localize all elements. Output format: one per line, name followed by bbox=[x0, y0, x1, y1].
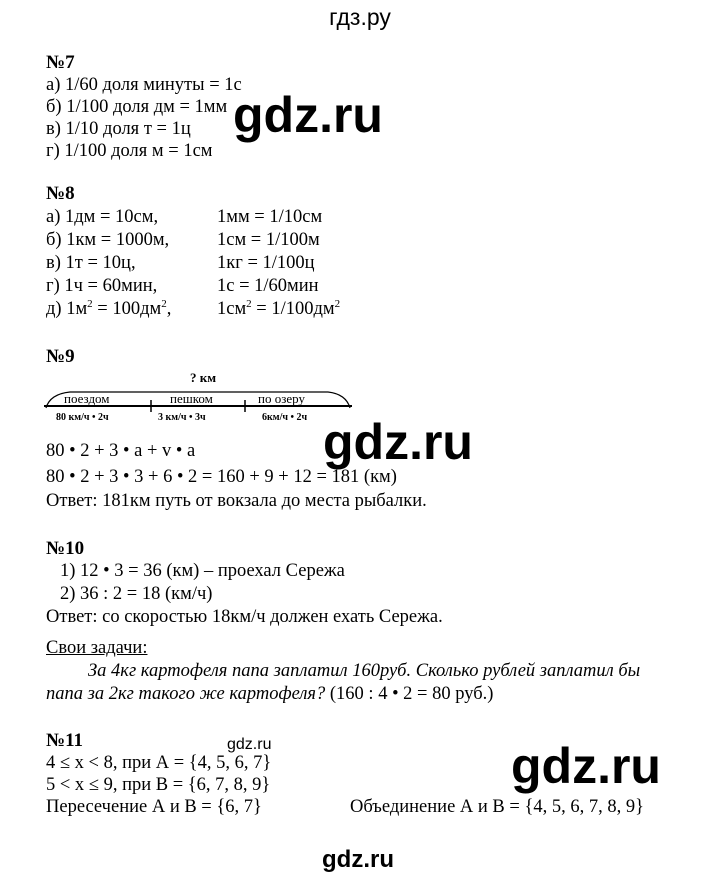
segment-label: поездом bbox=[64, 391, 110, 406]
task-7-line: г) 1/100 доля м = 1см bbox=[46, 141, 213, 161]
task-8-left: г) 1ч = 60мин, bbox=[46, 276, 158, 296]
task-8-left: в) 1т = 10ц, bbox=[46, 253, 136, 273]
segment-formula: 3 км/ч • 3ч bbox=[158, 412, 206, 423]
task-11-line: 5 < x ≤ 9, при В = {6, 7, 8, 9} bbox=[46, 775, 271, 795]
watermark: gdz.ru bbox=[233, 87, 383, 143]
task-8-left: а) 1дм = 10см, bbox=[46, 207, 159, 227]
own-tasks-title: Свои задачи: bbox=[46, 638, 148, 658]
task-11-intersection: Пересечение А и В = {6, 7} bbox=[46, 797, 262, 817]
task-7-line: б) 1/100 доля дм = 1мм bbox=[46, 97, 228, 117]
segment-label: пешком bbox=[170, 391, 213, 406]
task-10-answer: Ответ: со скоростью 18км/ч должен ехать Сережа. bbox=[46, 607, 443, 627]
task-11-line: 4 ≤ x < 8, при А = {4, 5, 6, 7} bbox=[46, 753, 272, 773]
task-8-left: б) 1км = 1000м, bbox=[46, 230, 170, 250]
own-task-text: За 4кг картофеля папа заплатил 160руб. Сколько рублей заплатил бы bbox=[88, 661, 641, 681]
task-8-right: 1кг = 1/100ц bbox=[217, 253, 315, 273]
task-7-line: в) 1/10 доля т = 1ц bbox=[46, 119, 191, 139]
task-8-right-d: $1см^2 = 1/100дм^2$ bbox=[217, 297, 341, 319]
diagram-total: ? км bbox=[190, 370, 217, 385]
task-8-left-d: д) $1м^2 = 100дм^2$, bbox=[46, 297, 172, 319]
task-7-title: №7 bbox=[46, 52, 75, 73]
task-10-step: 2) 36 : 2 = 18 (км/ч) bbox=[60, 584, 213, 604]
watermark-small: gdz.ru bbox=[227, 736, 272, 753]
site-header: гдз.ру bbox=[329, 4, 391, 30]
task-8-right: 1см = 1/100м bbox=[217, 230, 320, 250]
task-8-right: 1мм = 1/10см bbox=[217, 207, 323, 227]
segment-formula: 80 км/ч • 2ч bbox=[56, 412, 109, 423]
watermark: gdz.ru bbox=[511, 738, 661, 794]
task-8-right: 1с = 1/60мин bbox=[217, 276, 319, 296]
task-8-title: №8 bbox=[46, 183, 75, 204]
task-11-title: №11 bbox=[46, 730, 84, 751]
watermark: gdz.ru bbox=[323, 414, 473, 470]
task-9-expression: 80 • 2 + 3 • а + v • а bbox=[46, 441, 196, 461]
task-7-line: а) 1/60 доля минуты = 1с bbox=[46, 75, 242, 95]
segment-formula: 6км/ч • 2ч bbox=[262, 412, 308, 423]
route-diagram bbox=[40, 366, 360, 426]
task-10-step: 1) 12 • 3 = 36 (км) – проехал Сережа bbox=[60, 561, 345, 581]
task-11-union: Объединение А и В = {4, 5, 6, 7, 8, 9} bbox=[350, 797, 644, 817]
segment-label: по озеру bbox=[258, 391, 305, 406]
task-9-answer: Ответ: 181км путь от вокзала до места рыбалки. bbox=[46, 491, 427, 511]
footer-watermark: gdz.ru bbox=[322, 846, 394, 873]
task-9-title: №9 bbox=[46, 346, 75, 367]
own-task-text: папа за 2кг такого же картофеля? (160 : 4 • 2 = 80 руб.) bbox=[46, 684, 494, 704]
task-10-title: №10 bbox=[46, 538, 85, 559]
task-9-calculation: 80 • 2 + 3 • 3 + 6 • 2 = 160 + 9 + 12 = 181 (км) bbox=[46, 467, 397, 487]
